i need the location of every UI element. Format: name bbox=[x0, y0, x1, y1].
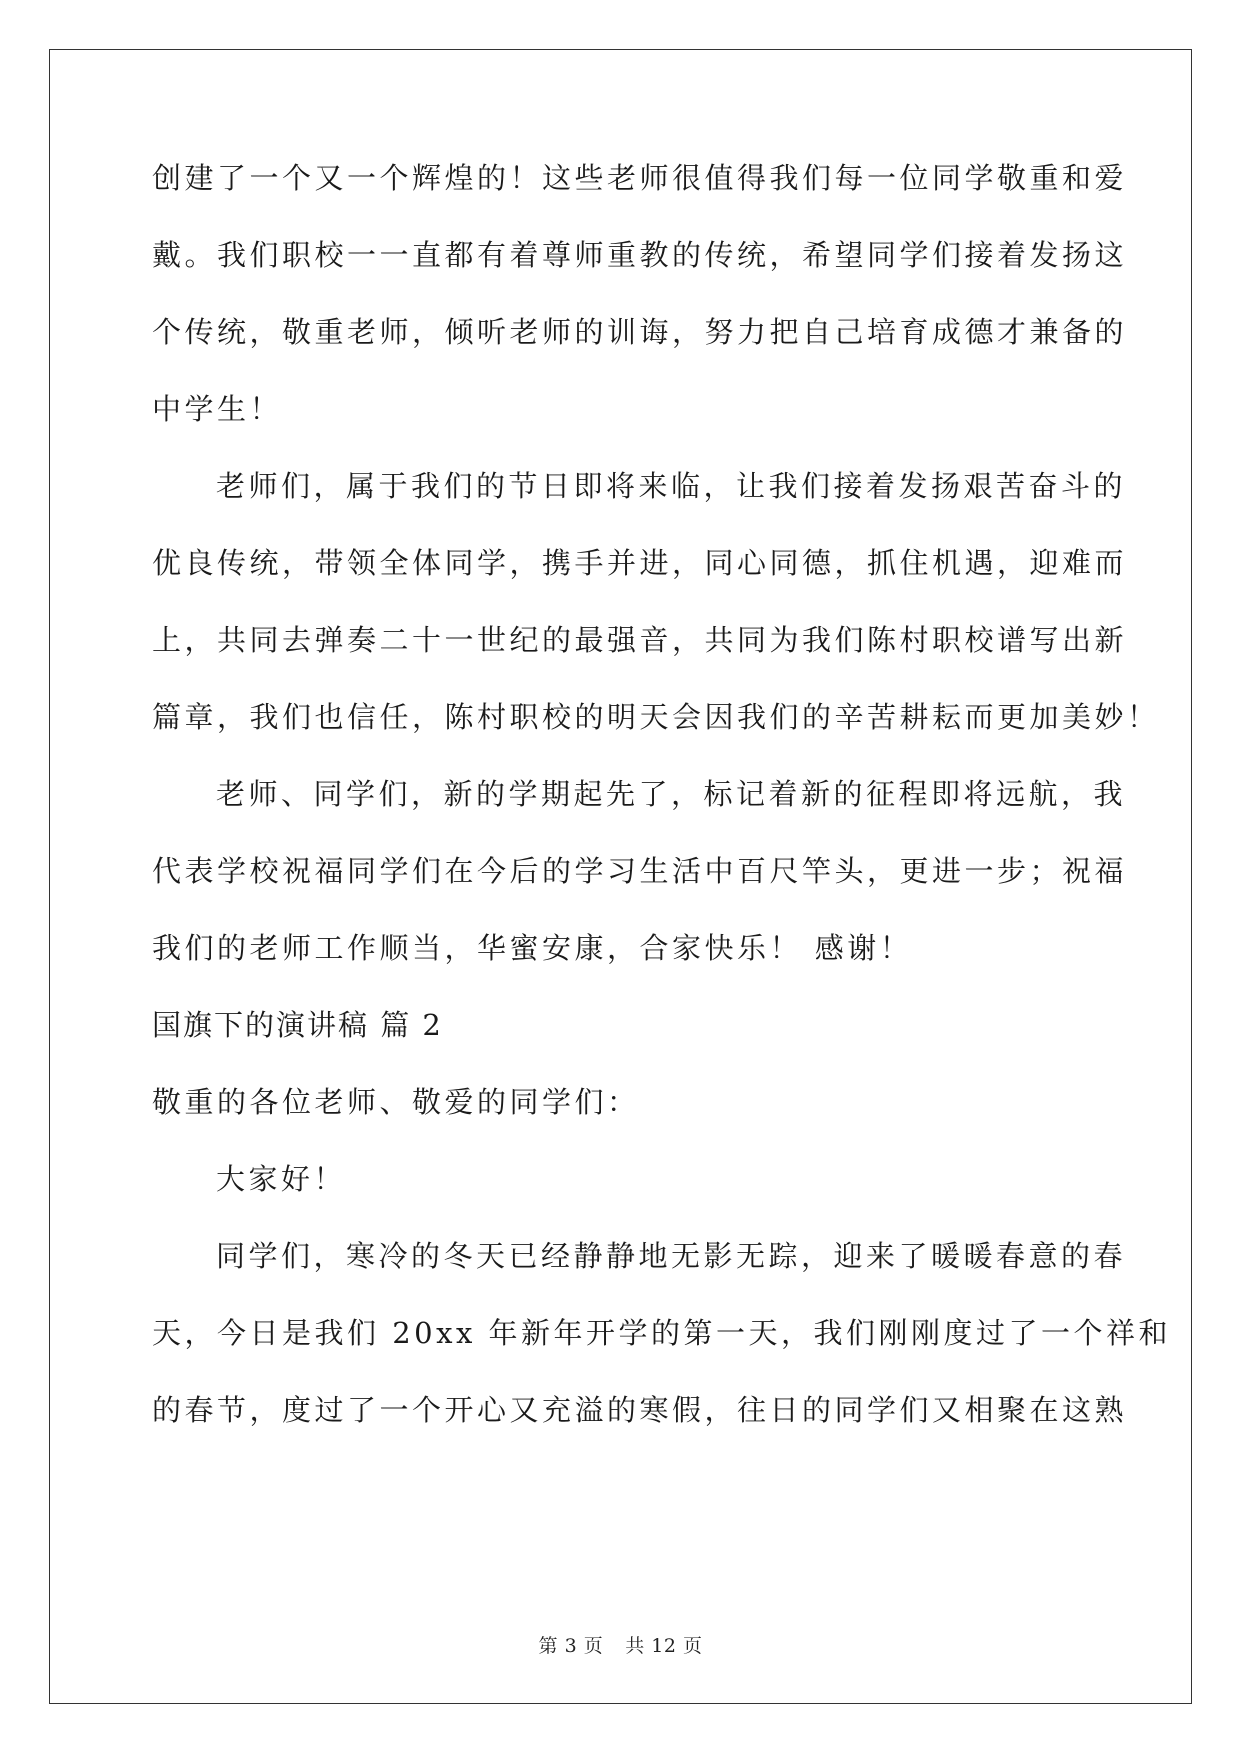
page-footer bbox=[0, 1634, 1241, 1658]
text-line: 老师们，属于我们的节日即将来临，让我们接着发扬艰苦奋斗的 bbox=[216, 469, 1127, 503]
salutation: 敬重的各位老师、敬爱的同学们： bbox=[152, 1085, 640, 1119]
text-line: 中学生！ bbox=[152, 392, 283, 426]
page-total: 共 12 页 bbox=[625, 1635, 703, 1657]
text-line: 天，今日是我们 20xx 年新年开学的第一天，我们刚刚度过了一个祥和 bbox=[152, 1316, 1172, 1350]
greeting: 大家好！ bbox=[216, 1162, 347, 1196]
text-line: 同学们，寒冷的冬天已经静静地无影无踪，迎来了暖暖春意的春 bbox=[216, 1239, 1127, 1273]
text-line: 篇章，我们也信任，陈村职校的明天会因我们的辛苦耕耘而更加美妙！ bbox=[152, 700, 1160, 734]
text-line: 优良传统，带领全体同学，携手并进，同心同德，抓住机遇，迎难而 bbox=[152, 546, 1128, 580]
text-line: 代表学校祝福同学们在今后的学习生活中百尺竿头，更进一步；祝福 bbox=[152, 854, 1128, 888]
text-line: 戴。我们职校一一直都有着尊师重教的传统，希望同学们接着发扬这 bbox=[152, 238, 1128, 272]
section-heading: 国旗下的演讲稿 篇 2 bbox=[152, 1008, 443, 1042]
page-number: 第 3 页 bbox=[538, 1635, 604, 1657]
text-line: 上，共同去弹奏二十一世纪的最强音，共同为我们陈村职校谱写出新 bbox=[152, 623, 1128, 657]
text-line: 个传统，敬重老师，倾听老师的训诲，努力把自己培育成德才兼备的 bbox=[152, 315, 1128, 349]
text-line: 老师、同学们，新的学期起先了，标记着新的征程即将远航，我 bbox=[216, 777, 1127, 811]
text-line: 创建了一个又一个辉煌的！这些老师很值得我们每一位同学敬重和爱 bbox=[152, 161, 1128, 195]
text-line: 的春节，度过了一个开心又充溢的寒假，往日的同学们又相聚在这熟 bbox=[152, 1393, 1128, 1427]
text-line: 我们的老师工作顺当，华蜜安康，合家快乐！ 感谢！ bbox=[152, 931, 913, 965]
